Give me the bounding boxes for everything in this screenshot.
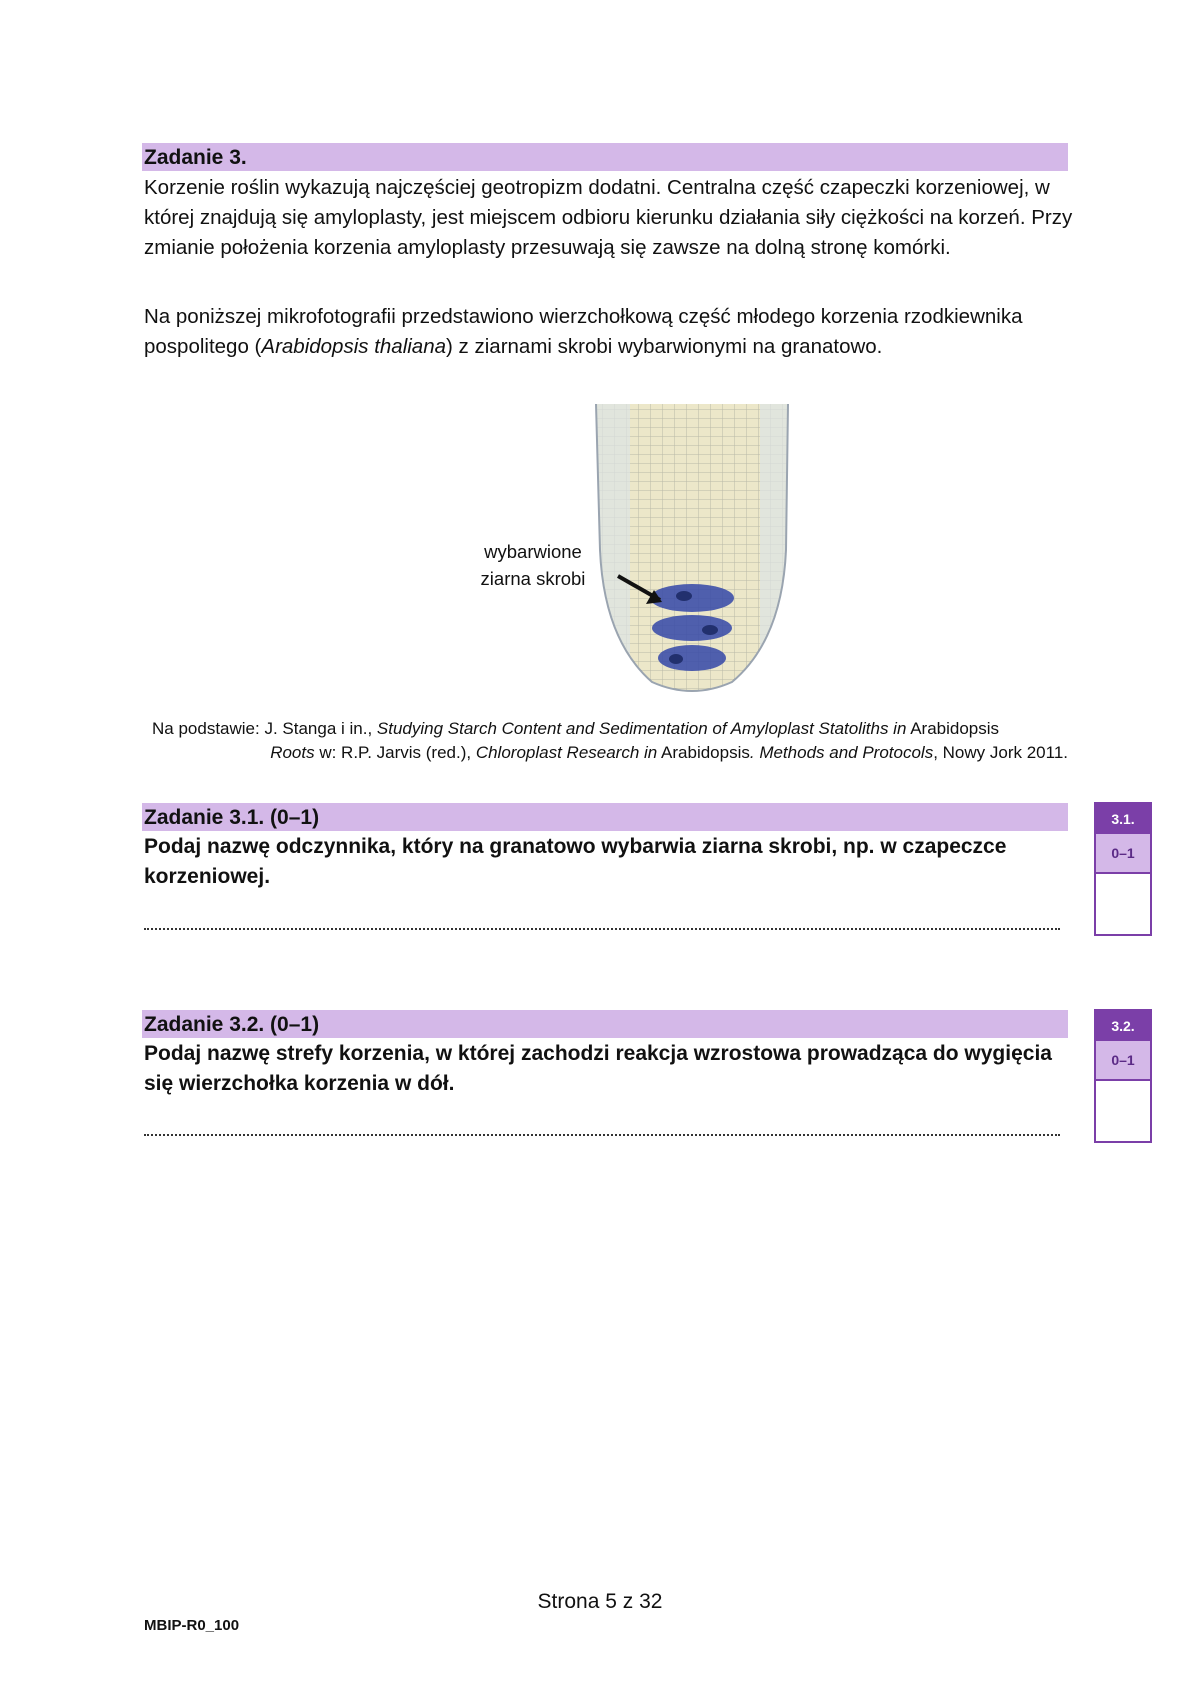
score-points: 0–1: [1096, 1041, 1150, 1081]
task-3-1-scorebox: [1094, 802, 1152, 936]
score-field[interactable]: [1096, 1081, 1150, 1141]
score-id: 3.1.: [1096, 804, 1150, 834]
document-code: MBIP-R0_100: [144, 1617, 240, 1634]
task-3-2-scorebox: [1094, 1009, 1152, 1143]
task-3-1-question: Podaj nazwę odczynnika, który na granatowo wybarwia ziarna skrobi, np. w czapeczce korzeniowej.: [144, 835, 1007, 888]
task-3-1-header: Zadanie 3.1. (0–1): [142, 803, 1068, 831]
task-3-1-answer-line[interactable]: [144, 926, 1060, 930]
task-3-2-question: Podaj nazwę strefy korzenia, w której zachodzi reakcja wzrostowa prowadząca do wygięcia się wierzchołka korzenia w dół.: [144, 1042, 1052, 1095]
page-number: Strona 5 z 32: [537, 1590, 663, 1613]
score-field[interactable]: [1096, 874, 1150, 934]
source-citation: Na podstawie: J. Stanga i in., Studying Starch Content and Sedimentation of Amyloplast Statoliths in Arabidopsis Roots w: R.P. Jarvis (red.), Chloroplast Research in Arabidopsis. Methods and Protocols, Nowy Jork 2011.: [152, 719, 1068, 762]
task-3-2-header: Zadanie 3.2. (0–1): [142, 1010, 1068, 1038]
intro-paragraph-2: Na poniższej mikrofotografii przedstawiono wierzchołkową część młodego korzenia rzodkiewnika pospolitego (Arabidopsis thaliana) z ziarnami skrobi wybarwionymi na granatowo.: [144, 305, 1023, 358]
score-id: 3.2.: [1096, 1011, 1150, 1041]
task-3-header: Zadanie 3.: [142, 143, 1068, 171]
figure-label: wybarwione ziarna skrobi: [480, 541, 586, 589]
task-3-2-answer-line[interactable]: [144, 1132, 1060, 1136]
score-points: 0–1: [1096, 834, 1150, 874]
intro-paragraph-1: Korzenie roślin wykazują najczęściej geotropizm dodatni. Centralna część czapeczki korzeniowej, w której znajdują się amyloplasty, jest miejscem odbioru kierunku działania siły ciężkości na korzeń. Przy zmianie położenia korzenia amyloplasty przesuwają się zawsze na dolną stronę komórki.: [144, 176, 1073, 259]
